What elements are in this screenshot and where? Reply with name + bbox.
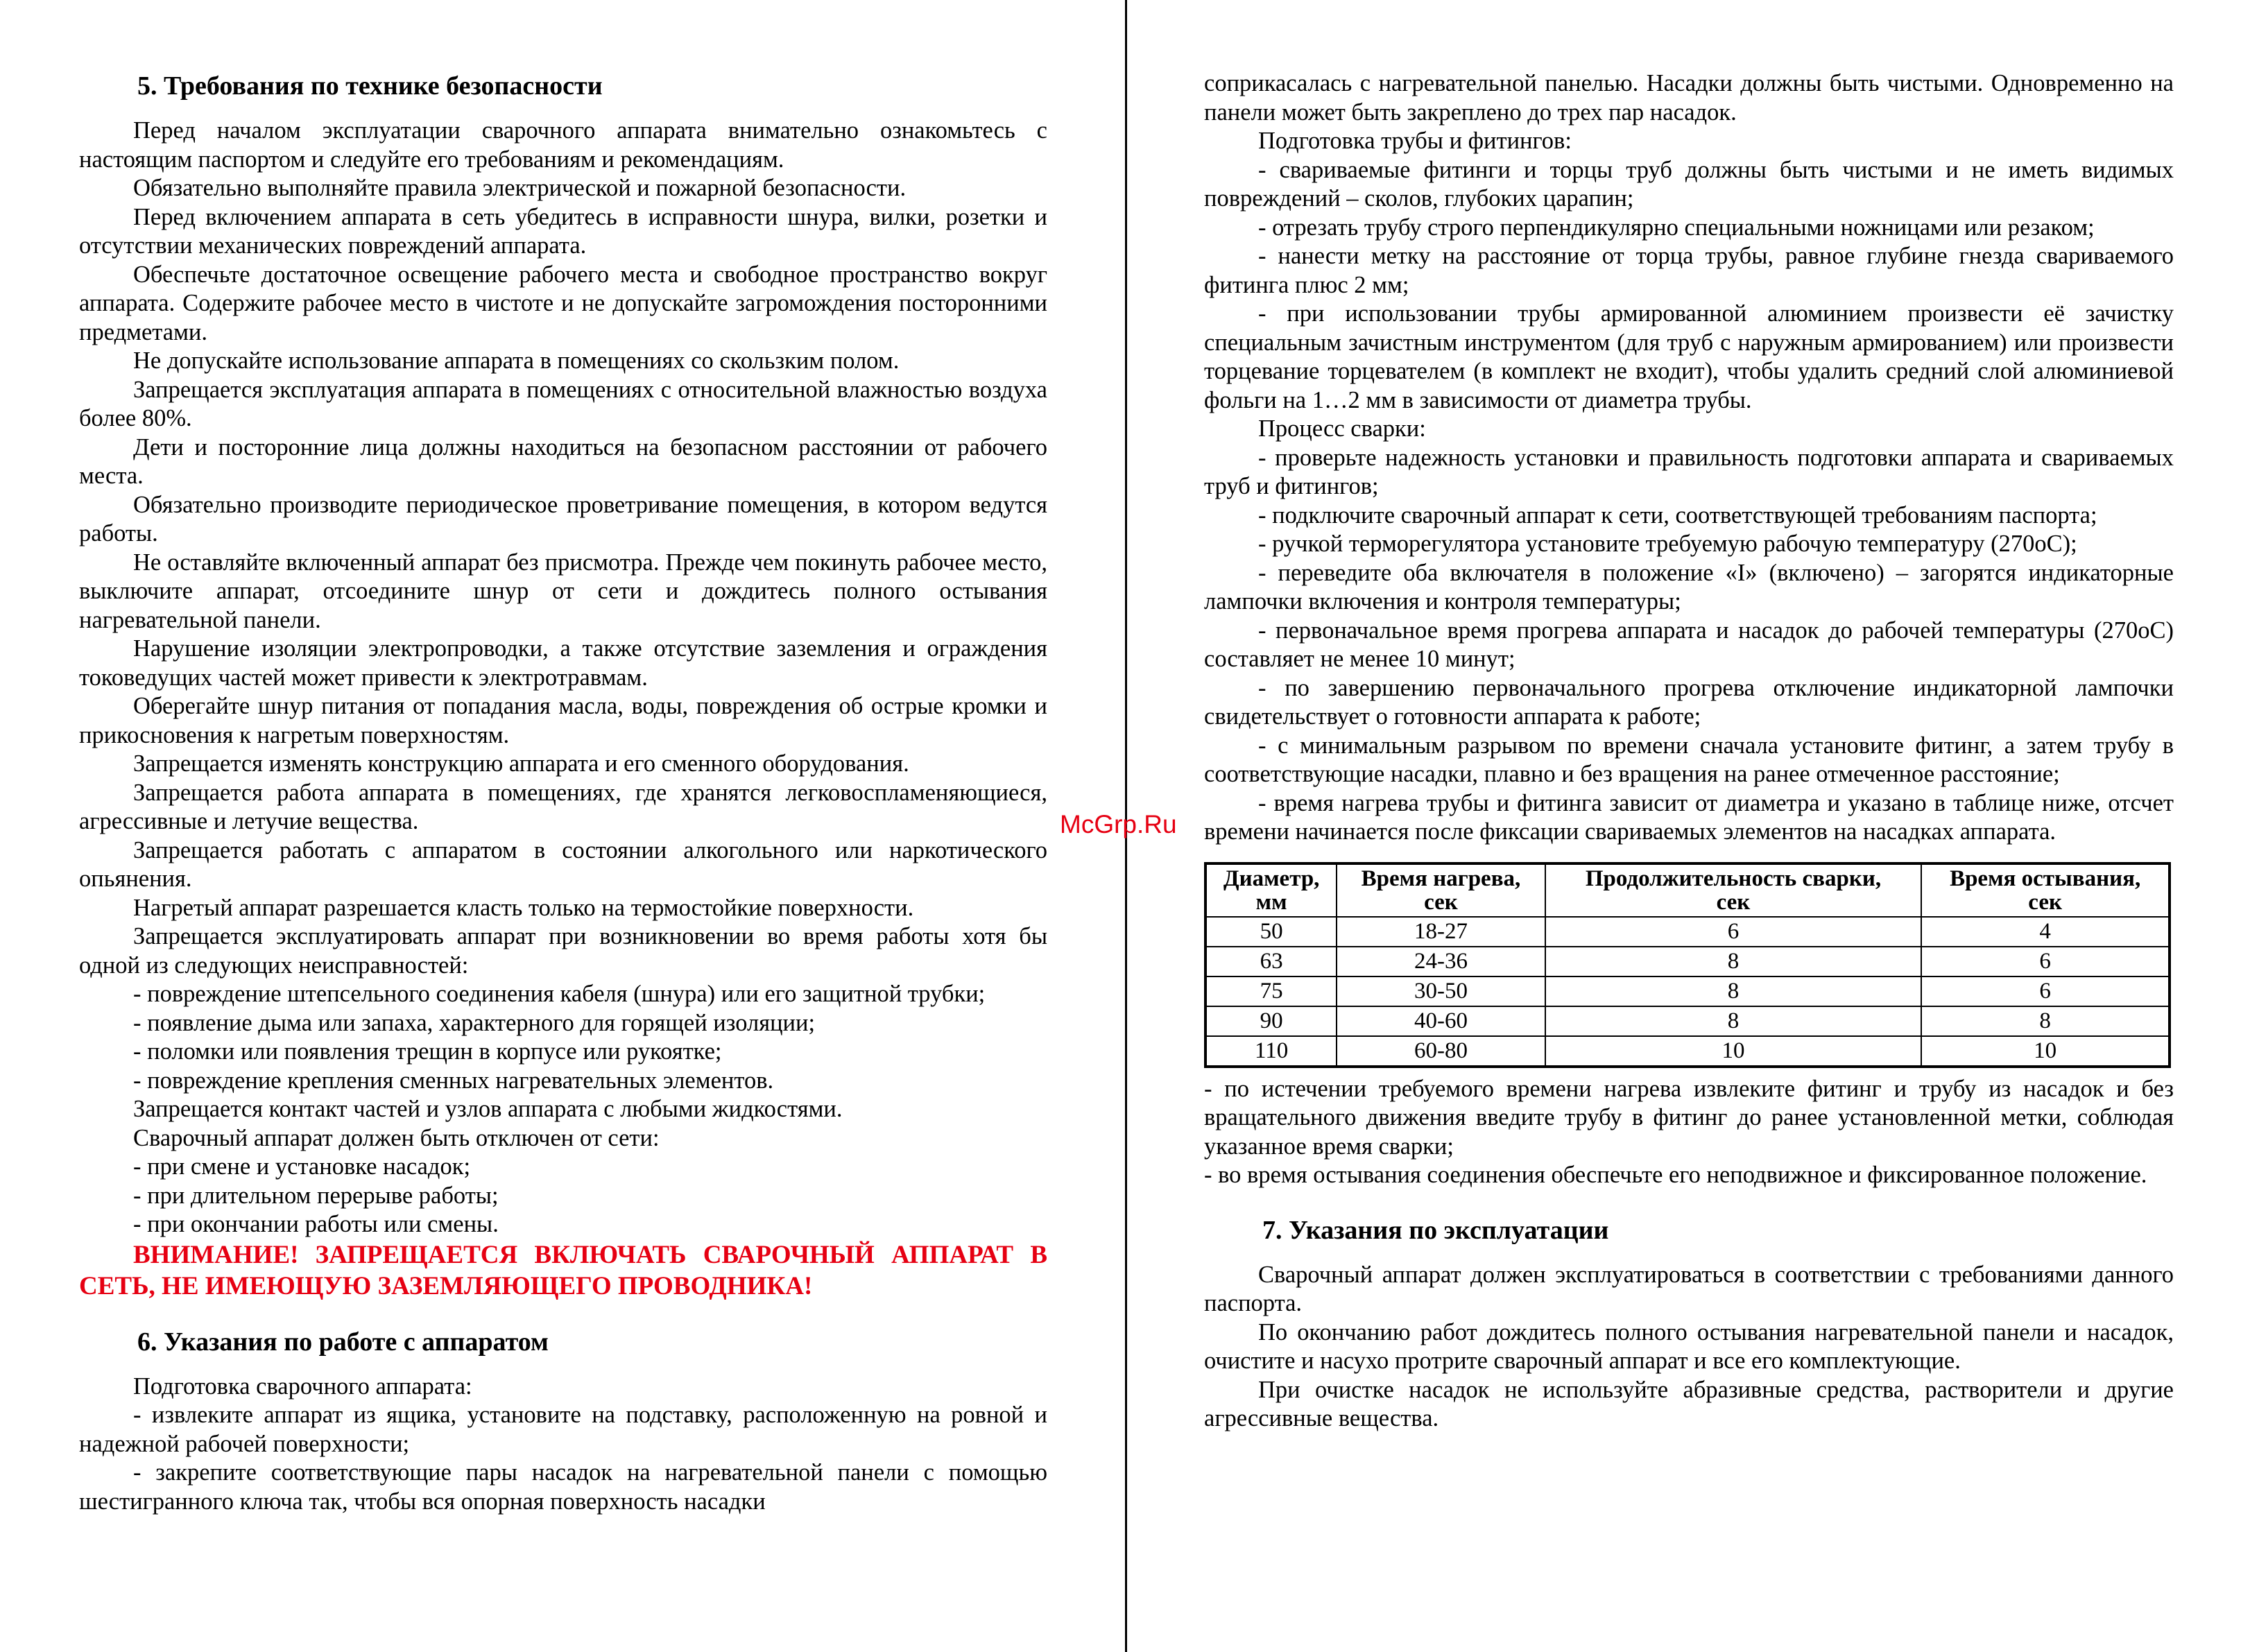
list-item: - время нагрева трубы и фитинга зависит от диаметра и указано в таблице ниже, отсчет времени начинается после фиксации свариваемых элементов на насадках аппарата.	[1204, 789, 2174, 845]
table-cell: 6	[1921, 976, 2170, 1006]
list-item: - при смене и установке насадок;	[133, 1153, 471, 1180]
list-item: - при использовании трубы армированной алюминием произвести её зачистку специальным зачистным инструментом (для труб с наружным армированием) или произвести торцевание торцевателем (в комплект не входит), чтобы удалить средний слой алюминиевой фольги на 1…2 мм в зависимости от диаметра трубы.	[1204, 300, 2174, 413]
header-cooling-time	[1921, 863, 2170, 917]
list-item: - ручкой терморегулятора установите требуемую рабочую температуру (270oC);	[1258, 531, 2077, 557]
section-7-title: 7. Указания по эксплуатации	[1262, 1215, 1609, 1245]
header-heating-time	[1337, 863, 1545, 917]
header-line: Продолжительность сварки,	[1585, 866, 1882, 891]
table-cell: 24-36	[1337, 947, 1545, 976]
list-item: - закрепите соответствующие пары насадок на нагревательной панели с помощью шестигранного ключа так, чтобы вся опорная поверхность насадки	[79, 1459, 1047, 1515]
header-line: сек	[1716, 889, 1751, 915]
section-6-body	[79, 1373, 1047, 1517]
table-cell: 90	[1205, 1006, 1337, 1036]
subheading: Подготовка трубы и фитингов:	[1258, 128, 1572, 154]
table-cell: 40-60	[1337, 1006, 1545, 1036]
paragraph: Нарушение изоляции электропроводки, а также отсутствие заземления и ограждения токоведущих частей может привести к электротравмам.	[79, 635, 1047, 691]
table-cell: 50	[1205, 917, 1337, 947]
table-row	[1205, 976, 2170, 1006]
paragraph: Обязательно выполняйте правила электрической и пожарной безопасности.	[133, 175, 907, 201]
welding-times-table	[1204, 862, 2171, 1068]
paragraph: Запрещается эксплуатация аппарата в помещениях с относительной влажностью воздуха более 80%.	[79, 376, 1047, 431]
pipe-prep-and-welding	[1204, 127, 2174, 847]
subheading: Процесс сварки:	[1258, 415, 1426, 442]
list-item: - появление дыма или запаха, характерного для горящей изоляции;	[133, 1009, 816, 1036]
list-item: - подключите сварочный аппарат к сети, соответствующей требованиям паспорта;	[1258, 501, 2097, 528]
header-diameter	[1205, 863, 1337, 917]
paragraph: Запрещается эксплуатировать аппарат при возникновении во время работы хотя бы одной из следующих неисправностей:	[79, 923, 1047, 979]
table-cell: 10	[1921, 1036, 2170, 1067]
list-item: - при длительном перерыве работы;	[133, 1182, 499, 1209]
table-cell: 8	[1545, 1006, 1922, 1036]
paragraph: Запрещается работа аппарата в помещениях, где хранятся легковоспламеняющиеся, агрессивные и летучие вещества.	[79, 779, 1047, 834]
paragraph: Запрещается работать с аппаратом в состоянии алкогольного или наркотического опьянения.	[79, 836, 1047, 892]
section-5-body	[79, 117, 1047, 1239]
paragraph: Сварочный аппарат должен эксплуатироваться в соответствии с требованиями данного паспорта.	[1204, 1261, 2174, 1316]
left-column	[79, 69, 1047, 1516]
list-item: - извлеките аппарат из ящика, установите на подставку, расположенную на ровной и надежной рабочей поверхности;	[79, 1402, 1047, 1457]
table-row	[1205, 947, 2170, 976]
section-6-title: 6. Указания по работе с аппаратом	[137, 1327, 549, 1357]
paragraph: Дети и посторонние лица должны находиться на безопасном расстоянии от рабочего места.	[79, 433, 1047, 489]
list-item: - первоначальное время прогрева аппарата и насадок до рабочей температуры (270oC) составляет не менее 10 минут;	[1204, 617, 2174, 672]
list-item: - по завершению первоначального прогрева отключение индикаторной лампочки свидетельствует о готовности аппарата к работе;	[1204, 674, 2174, 730]
header-line: сек	[2028, 889, 2063, 915]
paragraph: При очистке насадок не используйте абразивные средства, растворители и другие агрессивные вещества.	[1204, 1376, 2174, 1431]
list-item: - во время остывания соединения обеспечьте его неподвижное и фиксированное положение.	[1204, 1162, 2147, 1188]
list-item: - с минимальным разрывом по времени сначала установите фитинг, а затем трубу в соответствующие насадки, плавно и без вращения на ранее отмеченное расстояние;	[1204, 732, 2174, 787]
table-cell: 6	[1921, 947, 2170, 976]
paragraph: Перед началом эксплуатации сварочного аппарата внимательно ознакомьтесь с настоящим паспортом и следуйте его требованиям и рекомендациям.	[79, 117, 1047, 173]
paragraph: Запрещается изменять конструкцию аппарата и его сменного оборудования.	[133, 750, 909, 777]
paragraph: Нагретый аппарат разрешается класть только на термостойкие поверхности.	[133, 894, 914, 921]
paragraph: Не оставляйте включенный аппарат без присмотра. Прежде чем покинуть рабочее место, выключите аппарат, отсоедините шнур от сети и дождитесь полного остывания нагревательной панели.	[79, 549, 1047, 633]
list-item: - поломки или появления трещин в корпусе или рукоятке;	[133, 1038, 722, 1065]
table-cell: 8	[1545, 976, 1922, 1006]
table-cell: 110	[1205, 1036, 1337, 1067]
table-cell: 8	[1545, 947, 1922, 976]
table-cell: 4	[1921, 917, 2170, 947]
right-page	[1126, 0, 2250, 1652]
right-column	[1204, 69, 2174, 1434]
table-cell: 60-80	[1337, 1036, 1545, 1067]
table-cell: 8	[1921, 1006, 2170, 1036]
header-line: мм	[1255, 889, 1287, 915]
list-item: - по истечении требуемого времени нагрева извлеките фитинг и трубу из насадок и без вращательного движения введите трубу в фитинг до ранее установленной метки, соблюдая указанное время сварки;	[1204, 1075, 2174, 1160]
section-5-title: 5. Требования по технике безопасности	[137, 71, 603, 101]
list-item: - переведите оба включателя в положение «I» (включено) – загорятся индикаторные лампочки включения и контроля температуры;	[1204, 559, 2174, 614]
header-line: сек	[1424, 889, 1458, 915]
list-item: - при окончании работы или смены.	[133, 1211, 499, 1237]
table-cell: 6	[1545, 917, 1922, 947]
section-7-body	[1204, 1261, 2174, 1434]
paragraph: Сварочный аппарат должен быть отключен от сети:	[133, 1124, 660, 1151]
paragraph: Не допускайте использование аппарата в помещениях со скользким полом.	[133, 347, 900, 374]
watermark-text: McGrp.Ru	[1060, 810, 1177, 838]
header-line: Диаметр,	[1223, 866, 1320, 891]
list-item: - отрезать трубу строго перпендикулярно специальными ножницами или резаком;	[1258, 214, 2095, 241]
paragraph: Перед включением аппарата в сеть убедитесь в исправности шнура, вилки, розетки и отсутствии механических повреждений аппарата.	[79, 203, 1047, 259]
table-row	[1205, 917, 2170, 947]
table-row	[1205, 1036, 2170, 1067]
paragraph: Подготовка сварочного аппарата:	[133, 1373, 472, 1400]
paragraph: Обеспечьте достаточное освещение рабочего места и свободное пространство вокруг аппарата. Содержите рабочее место в чистоте и не допускайте загромождения посторонними предметами.	[79, 261, 1047, 345]
list-item: - свариваемые фитинги и торцы труб должны быть чистыми и не иметь видимых повреждений – сколов, глубоких царапин;	[1204, 156, 2174, 212]
table-cell: 18-27	[1337, 917, 1545, 947]
paragraph: Оберегайте шнур питания от попадания масла, воды, повреждения об острые кромки и прикосновения к нагретым поверхностям.	[79, 693, 1047, 748]
table-header-row	[1205, 863, 2170, 917]
paragraph: Обязательно производите периодическое проветривание помещения, в котором ведутся работы.	[79, 491, 1047, 547]
list-item: - повреждение штепсельного соединения кабеля (шнура) или его защитной трубки;	[133, 981, 986, 1007]
paragraph: По окончанию работ дождитесь полного остывания нагревательной панели и насадок, очистите и насухо протрите сварочный аппарат и все его комплектующие.	[1204, 1318, 2174, 1374]
table-row	[1205, 1006, 2170, 1036]
table-cell: 63	[1205, 947, 1337, 976]
header-welding-duration	[1545, 863, 1922, 917]
list-item: - нанести метку на расстояние от торца трубы, равное глубине гнезда свариваемого фитинга плюс 2 мм;	[1204, 243, 2174, 298]
header-line: Время остывания,	[1950, 866, 2141, 891]
table-cell: 10	[1545, 1036, 1922, 1067]
list-item: - проверьте надежность установки и правильность подготовки аппарата и свариваемых труб и фитингов;	[1204, 444, 2174, 499]
after-table-instructions	[1204, 1075, 2174, 1190]
continuation-paragraph: соприкасалась с нагревательной панелью. Насадки должны быть чистыми. Одновременно на панели может быть закреплено до трех пар насадок.	[1204, 70, 2174, 126]
table-cell: 75	[1205, 976, 1337, 1006]
grounding-warning: ВНИМАНИЕ! ЗАПРЕЩАЕТСЯ ВКЛЮЧАТЬ СВАРОЧНЫЙ АППАРАТ В СЕТЬ, НЕ ИМЕЮЩУЮ ЗАЗЕМЛЯЮЩЕГО ПРОВОДНИКА!	[79, 1240, 1047, 1300]
table-cell: 30-50	[1337, 976, 1545, 1006]
list-item: - повреждение крепления сменных нагревательных элементов.	[133, 1067, 774, 1094]
header-line: Время нагрева,	[1361, 866, 1521, 891]
paragraph: Запрещается контакт частей и узлов аппарата с любыми жидкостями.	[133, 1096, 843, 1122]
